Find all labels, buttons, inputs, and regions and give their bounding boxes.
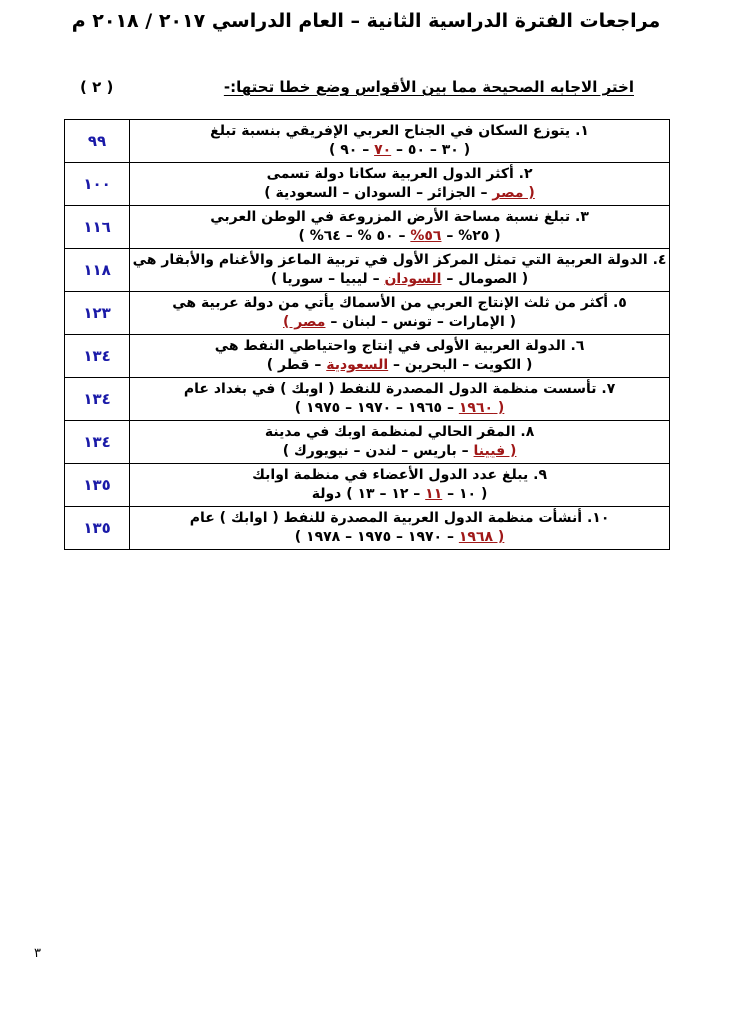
option: ٩٠ ): [328, 142, 358, 158]
option-separator: –: [374, 486, 392, 502]
page-reference: ١٣٤: [65, 378, 130, 421]
option: ( ١٠: [459, 486, 488, 502]
option-separator: –: [431, 314, 449, 330]
question-cell: [130, 421, 670, 464]
question-text: ٨. المقر الحالي لمنظمة اوبك في مدينة: [264, 424, 535, 440]
option: سوريا ): [270, 271, 324, 287]
option-separator: –: [391, 529, 408, 545]
question-cell: [130, 507, 670, 550]
question-text: ٩. يبلغ عدد الدول الأعضاء في منظمة اوابك: [252, 467, 547, 483]
question-cell: [130, 335, 670, 378]
option: ( الكويت: [474, 357, 533, 373]
question-row: [65, 464, 670, 507]
options-line: [130, 270, 669, 289]
option-separator: –: [357, 142, 375, 158]
question-number: ( ٢ ): [80, 78, 114, 96]
option-separator: –: [388, 357, 405, 373]
option-separator: –: [348, 443, 366, 459]
question-cell: [130, 378, 670, 421]
page-reference: ١٢٣: [65, 292, 130, 335]
page-reference: ١١٦: [65, 206, 130, 249]
option-separator: –: [442, 486, 460, 502]
option-separator: –: [457, 357, 475, 373]
question-text: ٣. تبلغ نسبة مساحة الأرض المزروعة في الوطن العربي: [210, 209, 589, 225]
correct-option: ١١: [425, 486, 443, 502]
option-separator: –: [456, 443, 474, 459]
options-line: [130, 313, 669, 332]
correct-option: مصر ): [283, 314, 326, 330]
option: ( الإمارات: [448, 314, 517, 330]
page-reference: ١١٨: [65, 249, 130, 292]
option: ٥٠: [407, 142, 426, 158]
question-text: ٧. تأسست منظمة الدول المصدرة للنفط ( اوبك ) في بغداد عام: [183, 381, 616, 397]
page-reference: ١٣٤: [65, 335, 130, 378]
instruction-row: [64, 78, 672, 100]
option: ١٩٧٥: [356, 529, 392, 545]
question-text: ١٠. أنشأت منظمة الدول العربية المصدرة للنفط ( اوابك ) عام: [189, 510, 610, 526]
option-separator: –: [391, 142, 408, 158]
option-separator: –: [441, 228, 459, 244]
option-separator: –: [340, 529, 357, 545]
correct-option: ٧٠: [374, 142, 392, 158]
options-line: [130, 528, 669, 547]
option: السعودية ): [264, 185, 338, 201]
question-row: [65, 163, 670, 206]
option: ٦٤% ): [298, 228, 341, 244]
question-text: ١. يتوزع السكان في الجناح العربي الإفريقي بنسبة تبلغ: [210, 123, 589, 139]
question-cell: [130, 163, 670, 206]
option: ١٩٧٠: [407, 529, 443, 545]
option: الجزائر: [427, 185, 476, 201]
option-separator: –: [391, 400, 408, 416]
option-separator: –: [408, 486, 426, 502]
option-separator: –: [475, 185, 493, 201]
option: ( الصومال: [458, 271, 529, 287]
correct-option: ( ١٩٦٨: [458, 529, 505, 545]
option-separator: –: [393, 228, 411, 244]
option-separator: –: [340, 400, 357, 416]
correct-option: ( ١٩٦٠: [458, 400, 505, 416]
option: ( ٣٠: [441, 142, 471, 158]
option-separator: –: [337, 185, 355, 201]
option-separator: –: [441, 271, 459, 287]
page-title: مراجعات الفترة الدراسية الثانية – العام الدراسي ٢٠١٧ / ٢٠١٨ م: [71, 10, 661, 32]
options-line: [130, 227, 669, 246]
option: السودان: [354, 185, 412, 201]
questions-body: [65, 120, 670, 550]
options-line: [130, 485, 669, 504]
option-separator: –: [323, 271, 341, 287]
page-reference: ١٣٤: [65, 421, 130, 464]
option-separator: –: [325, 314, 343, 330]
option-separator: –: [396, 443, 414, 459]
option: تونس: [392, 314, 432, 330]
option: باريس: [413, 443, 457, 459]
page-reference: ١٣٥: [65, 464, 130, 507]
question-cell: [130, 206, 670, 249]
question-text: ٦. الدولة العربية الأولى في إنتاج واحتياطي النفط هي: [214, 338, 585, 354]
option: ١٩٧٥ ): [294, 400, 341, 416]
option-separator: –: [411, 185, 428, 201]
question-cell: [130, 292, 670, 335]
option-separator: –: [309, 357, 327, 373]
page-number: ٣: [34, 946, 41, 961]
option: نيويورك ): [282, 443, 349, 459]
option-separator: –: [367, 271, 385, 287]
option: ١٢: [391, 486, 409, 502]
question-row: [65, 249, 670, 292]
options-line: [130, 442, 669, 461]
options-line: [130, 356, 669, 375]
option: ١٩٦٥: [407, 400, 443, 416]
option: ليبيا: [340, 271, 368, 287]
question-row: [65, 292, 670, 335]
correct-option: السودان: [384, 271, 442, 287]
option: ٥٠ %: [357, 228, 394, 244]
options-line: [130, 399, 669, 418]
question-text: ٢. أكثر الدول العربية سكانا دولة تسمى: [266, 166, 533, 182]
option-separator: –: [340, 228, 358, 244]
page-reference: ١٠٠: [65, 163, 130, 206]
question-row: [65, 206, 670, 249]
correct-option: ٥٦%: [410, 228, 442, 244]
instruction-text: اختر الاجابه الصحيحة مما بين الأقواس وضع خطا تحتها:-: [223, 78, 634, 96]
question-row: [65, 421, 670, 464]
question-row: [65, 335, 670, 378]
option-separator: –: [442, 529, 459, 545]
option: ١٩٧٠: [356, 400, 392, 416]
correct-option: ( فيينا: [473, 443, 517, 459]
question-cell: [130, 120, 670, 163]
page-reference: ١٣٥: [65, 507, 130, 550]
option: البحرين: [404, 357, 458, 373]
option: لندن: [365, 443, 397, 459]
questions-table: [64, 119, 670, 550]
option: قطر ): [266, 357, 310, 373]
question-cell: [130, 249, 670, 292]
options-line: [130, 184, 669, 203]
question-text: ٤. الدولة العربية التي تمثل المركز الأول في تربية الماعز والأغنام والأبقار هي: [132, 252, 667, 268]
question-text: ٥. أكثر من ثلث الإنتاج العربي من الأسماك يأتي من دولة عربية هي: [172, 295, 627, 311]
question-row: [65, 507, 670, 550]
option: ١٣ ) دولة: [311, 486, 375, 502]
option-separator: –: [376, 314, 393, 330]
page-reference: ٩٩: [65, 120, 130, 163]
option-separator: –: [425, 142, 442, 158]
correct-option: ( مصر: [492, 185, 535, 201]
option: ( ٢٥%: [458, 228, 501, 244]
option: لبنان: [342, 314, 377, 330]
options-line: [130, 141, 669, 160]
option: ١٩٧٨ ): [294, 529, 341, 545]
question-row: [65, 120, 670, 163]
question-cell: [130, 464, 670, 507]
correct-option: السعودية: [326, 357, 389, 373]
question-row: [65, 378, 670, 421]
option-separator: –: [442, 400, 459, 416]
